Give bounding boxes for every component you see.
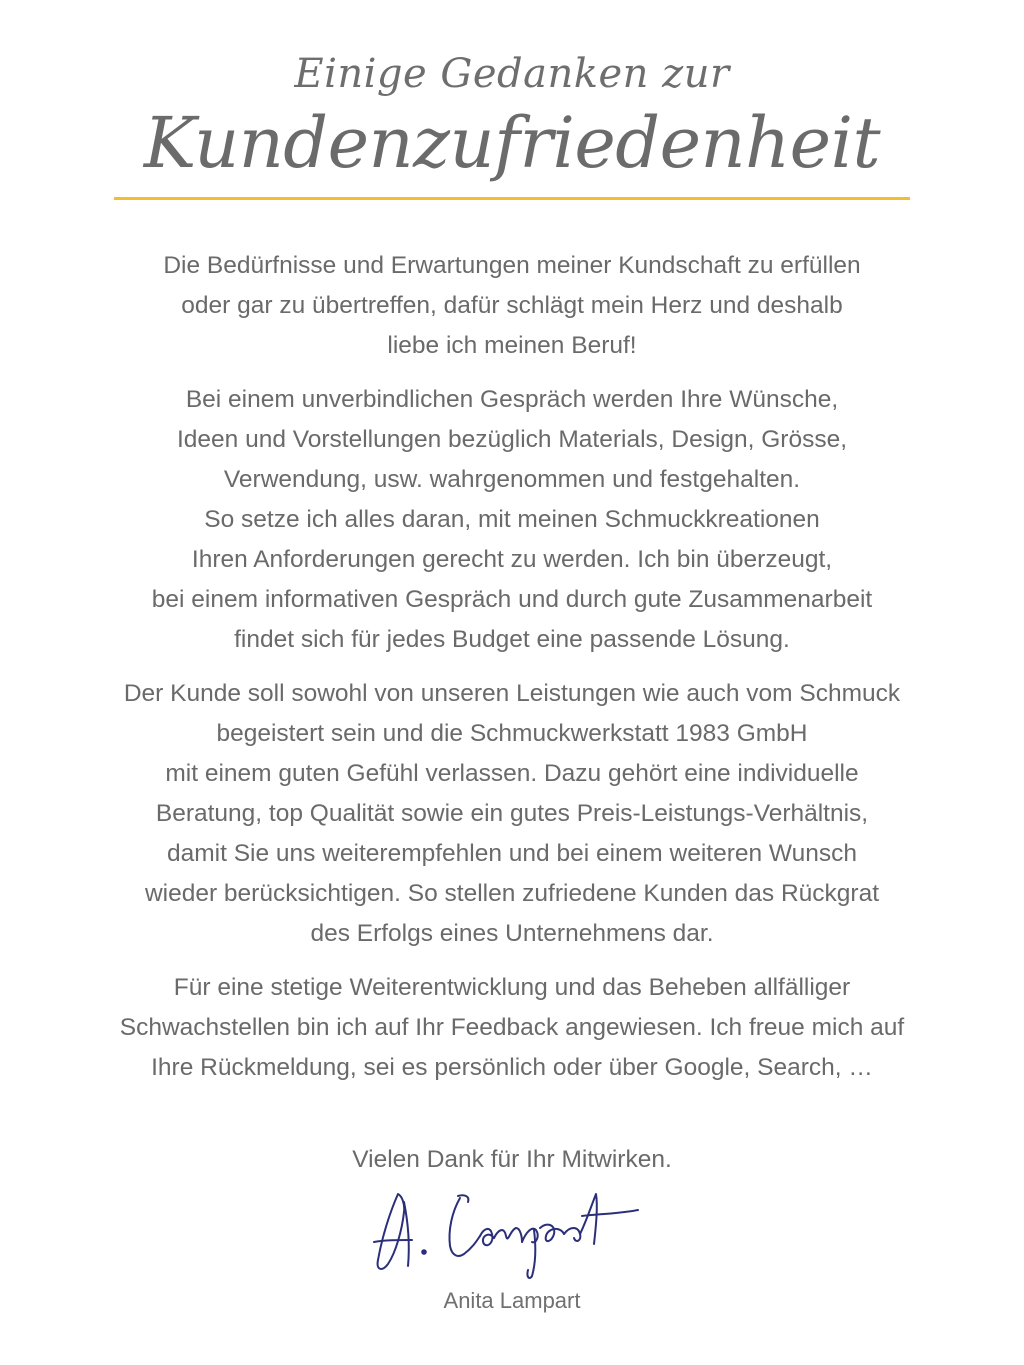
text-line: Beratung, top Qualität sowie ein gutes Preis-Leistungs-Verhältnis, [155,800,869,827]
page-title: Kundenzufriedenheit [143,102,881,184]
text-line: Ihren Anforderungen gerecht zu werden. Ich bin überzeugt, [191,546,833,573]
paragraph-customer [30,674,994,954]
paragraph-consultation [30,380,994,660]
text-line: findet sich für jedes Budget eine passende Lösung. [234,626,790,653]
signer-name: Anita Lampart [443,1288,581,1313]
text-line: Ideen und Vorstellungen bezüglich Materials, Design, Grösse, [176,426,848,453]
closing-thanks: Vielen Dank für Ihr Mitwirken. [352,1146,672,1173]
header [0,48,1024,186]
handwritten-signature [368,1182,668,1282]
title-underline [114,197,910,200]
text-line: Die Bedürfnisse und Erwartungen meiner Kundschaft zu erfüllen [163,252,861,279]
text-line: Für eine stetige Weiterentwicklung und das Beheben allfälliger [173,974,851,1001]
text-line: Bei einem unverbindlichen Gespräch werden Ihre Wünsche, [185,386,839,413]
text-line: begeistert sein und die Schmuckwerkstatt 1983 GmbH [216,720,808,747]
paragraph-feedback [30,968,994,1088]
text-line: damit Sie uns weiterempfehlen und bei einem weiteren Wunsch [166,840,857,867]
text-line: oder gar zu übertreffen, dafür schlägt mein Herz und deshalb [181,292,843,319]
text-line: So setze ich alles daran, mit meinen Schmuckkreationen [204,506,820,533]
text-line: Der Kunde soll sowohl von unseren Leistungen wie auch vom Schmuck [123,680,901,707]
text-line: bei einem informativen Gespräch und durch gute Zusammenarbeit [151,586,873,613]
text-line: liebe ich meinen Beruf! [387,332,637,359]
text-line: des Erfolgs eines Unternehmens dar. [310,920,714,947]
letter-body [30,246,994,1102]
text-line: wieder berücksichtigen. So stellen zufriedene Kunden das Rückgrat [144,880,880,907]
text-line: Schwachstellen bin ich auf Ihr Feedback angewiesen. Ich freue mich auf [119,1014,905,1041]
text-line: Verwendung, usw. wahrgenommen und festgehalten. [223,466,801,493]
page-subtitle: Einige Gedanken zur [294,51,730,97]
text-line: mit einem guten Gefühl verlassen. Dazu gehört eine individuelle [165,760,859,787]
text-line: Ihre Rückmeldung, sei es persönlich oder über Google, Search, … [151,1054,873,1081]
paragraph-intro [30,246,994,366]
